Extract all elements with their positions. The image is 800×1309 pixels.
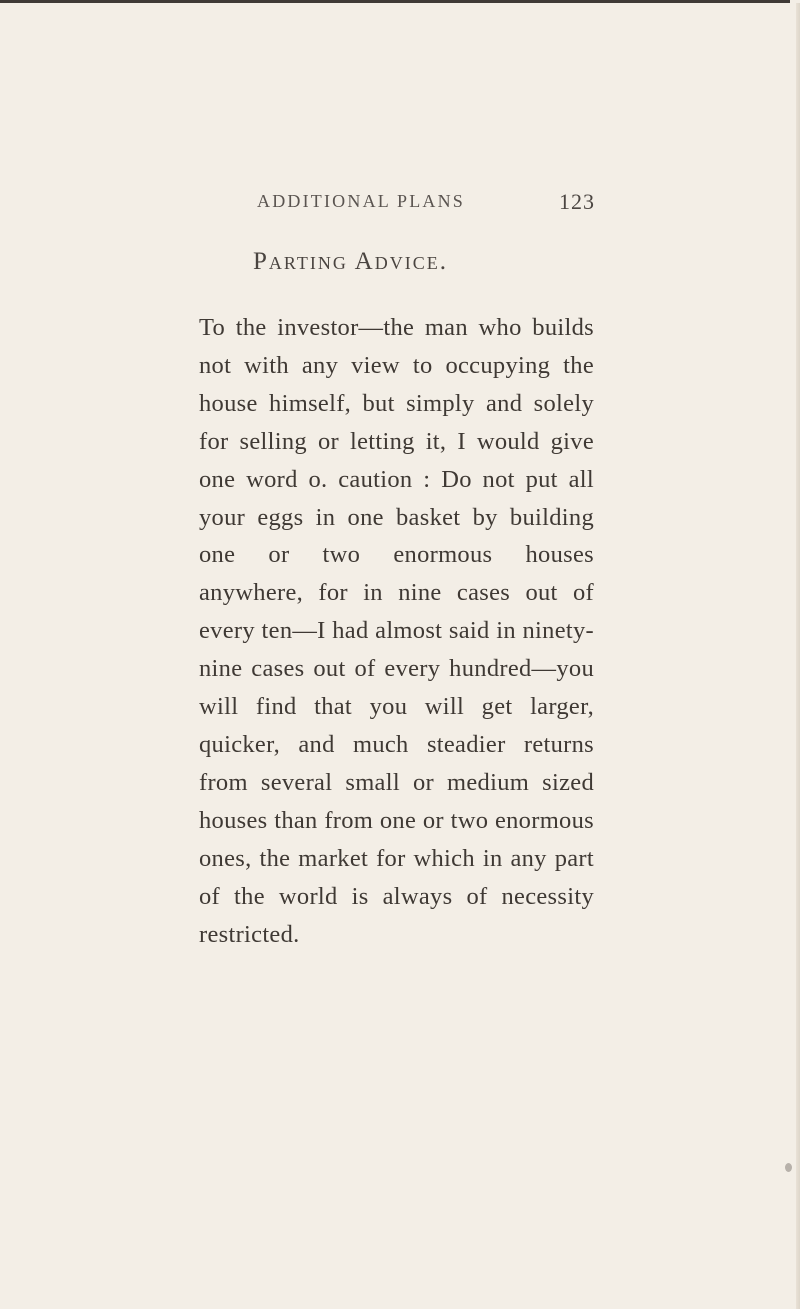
page-edge-shadow <box>796 3 800 1309</box>
page-top-border <box>0 0 790 3</box>
running-head <box>257 191 597 225</box>
section-heading: Parting Advice. <box>253 248 448 275</box>
paper-mark <box>785 1163 792 1172</box>
page-number: 123 <box>559 189 595 214</box>
body-paragraph: To the investor—the man who builds not with any view to occupying the house himself, but simply and solely for selling or letting it, I would give one word o. caution : Do not put all your eggs in one basket by building one or two enormous houses anywhere, for in nine cases out of every ten—I had almost said in ninety-nine cases out of every hundred—you will find that you will get larger, quicker, and much steadier returns from several small or medium sized houses than from one or two enormous ones, the market for which in any part of the world is always of necessity restricted. <box>199 314 594 948</box>
running-head-title: ADDITIONAL PLANS <box>257 191 466 211</box>
